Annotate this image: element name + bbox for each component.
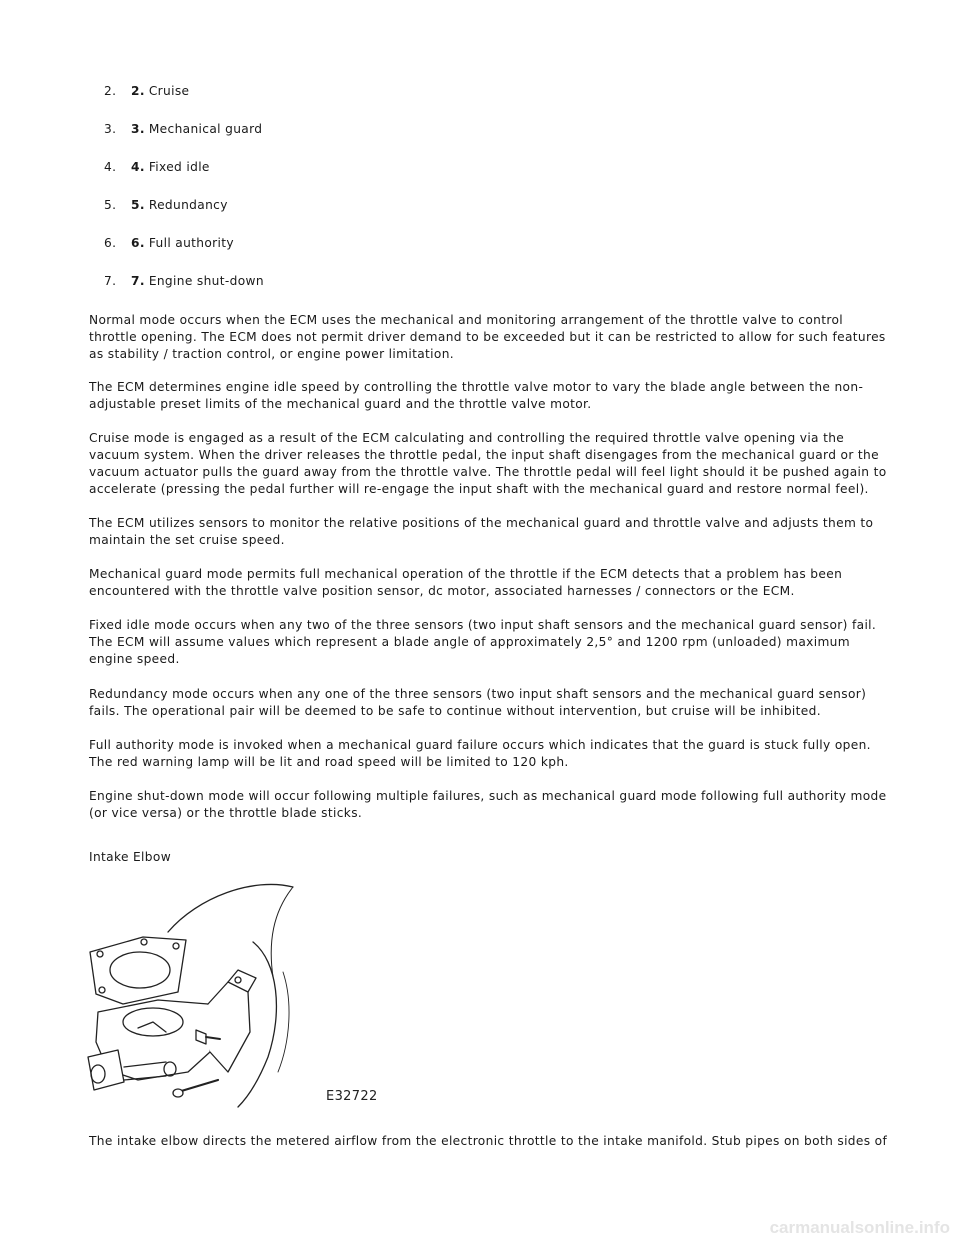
- list-item: [0, 236, 960, 274]
- list-text: [131, 236, 234, 250]
- list-number: 2.: [104, 84, 117, 98]
- mechanical-guard-paragraph: Mechanical guard mode permits full mechanical operation of the throttle if the ECM detects that a problem has been encountered with the throttle valve position sensor, dc motor, associated harnesses / connectors or the ECM.: [89, 567, 843, 598]
- list-text: [131, 160, 210, 174]
- list-text: [131, 274, 264, 288]
- list-item: [0, 122, 960, 160]
- list-number: 4.: [104, 160, 117, 174]
- watermark-logo: carmanualsonline.info: [769, 1218, 950, 1237]
- intake-elbow-heading: Intake Elbow: [89, 850, 172, 864]
- list-bold-number: 7.: [131, 274, 145, 288]
- cruise-sensors-paragraph: The ECM utilizes sensors to monitor the relative positions of the mechanical guard and throttle valve and adjusts them to maintain the set cruise speed.: [89, 516, 874, 547]
- fixed-idle-paragraph: Fixed idle mode occurs when any two of the three sensors (two input shaft sensors and the mechanical guard sensor) fail. The ECM will assume values which represent a blade angle of approximately 2,5° and 1200 rpm (unloaded) maximum engine speed.: [89, 618, 877, 666]
- intake-elbow-illustration: [78, 882, 378, 1112]
- redundancy-paragraph: Redundancy mode occurs when any one of the three sensors (two input shaft sensors and the mechanical guard sensor) fails. The operational pair will be deemed to be safe to continue without intervention, but cruise will be inhibited.: [89, 687, 867, 718]
- list-label: Engine shut-down: [148, 274, 264, 288]
- list-item: [0, 160, 960, 198]
- figure-code: E32722: [326, 1089, 378, 1104]
- intake-elbow-drawing: [78, 882, 378, 1112]
- idle-speed-paragraph: The ECM determines engine idle speed by controlling the throttle valve motor to vary the blade angle between the non-adjustable preset limits of the mechanical guard and the throttle valve motor.: [89, 380, 864, 411]
- list-number: 3.: [104, 122, 117, 136]
- list-label: Fixed idle: [148, 160, 210, 174]
- cruise-mode-paragraph: Cruise mode is engaged as a result of the ECM calculating and controlling the required throttle valve opening via the vacuum system. When the driver releases the throttle pedal, the input shaft disengages from the mechanical guard or the vacuum actuator pulls the guard away from the throttle valve. The throttle pedal will feel light should it be pushed again to accelerate (pressing the pedal further will re-engage the input shaft with the mechanical guard and restore normal feel).: [89, 431, 887, 496]
- list-number: 5.: [104, 198, 117, 212]
- list-label: Redundancy: [148, 198, 228, 212]
- list-text: [131, 198, 228, 212]
- list-number: 7.: [104, 274, 117, 288]
- mode-list: [0, 84, 960, 312]
- list-item: [0, 84, 960, 122]
- list-bold-number: 6.: [131, 236, 145, 250]
- list-label: Full authority: [148, 236, 234, 250]
- list-label: Cruise: [148, 84, 190, 98]
- list-text: [131, 84, 189, 98]
- list-number: 6.: [104, 236, 117, 250]
- shutdown-paragraph: Engine shut-down mode will occur following multiple failures, such as mechanical guard mode following full authority mode (or vice versa) or the throttle blade sticks.: [89, 789, 887, 820]
- intake-elbow-paragraph: The intake elbow directs the metered airflow from the electronic throttle to the intake manifold. Stub pipes on both sides of: [89, 1134, 888, 1148]
- list-bold-number: 4.: [131, 160, 145, 174]
- list-item: [0, 198, 960, 236]
- list-bold-number: 3.: [131, 122, 145, 136]
- normal-mode-paragraph: Normal mode occurs when the ECM uses the mechanical and monitoring arrangement of the throttle valve to control throttle opening. The ECM does not permit driver demand to be exceeded but it can be restricted to allow for such features as stability / traction control, or engine power limitation.: [89, 313, 886, 361]
- list-label: Mechanical guard: [148, 122, 263, 136]
- list-bold-number: 5.: [131, 198, 145, 212]
- list-text: [131, 122, 262, 136]
- list-item: [0, 274, 960, 312]
- full-authority-paragraph: Full authority mode is invoked when a mechanical guard failure occurs which indicates that the guard is stuck fully open. The red warning lamp will be lit and road speed will be limited to 120 kph.: [89, 738, 871, 769]
- list-bold-number: 2.: [131, 84, 145, 98]
